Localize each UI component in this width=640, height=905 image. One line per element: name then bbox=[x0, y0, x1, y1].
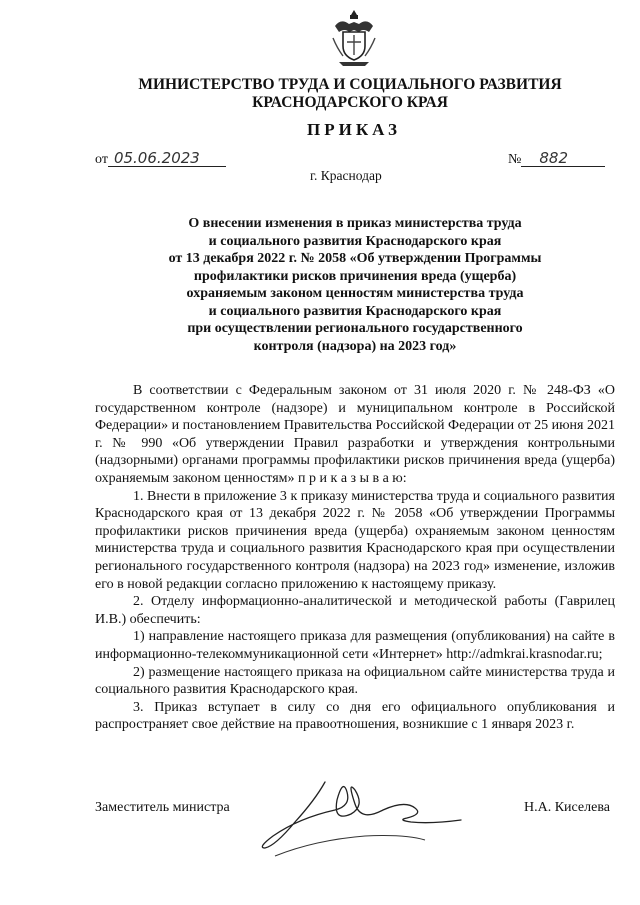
body-paragraph-preamble: В соответствии с Федеральным законом от 31 июля 2020 г. № 248-ФЗ «О государственном контроле (надзоре) и муниципальном контроле в Российской Федерации» и постановлением Правительства Российской Федерации от 25 июня 2021 г. № 990 «Об утверждении Правил разработки и утверждения контрольными (надзорными) органами программы профилактики рисков причинения вреда (ущерба) охраняемым законом ценностям» п р и к а з ы в а ю: bbox=[95, 383, 615, 486]
body-paragraph-item-2: 2. Отделу информационно-аналитической и методической работы (Гаврилец И.В.) обеспечить: bbox=[95, 594, 615, 627]
signer-role: Заместитель министра bbox=[95, 800, 230, 815]
date-value: 05.06.2023 bbox=[108, 150, 226, 167]
number-prefix: № bbox=[508, 152, 522, 167]
title-line: при осуществлении регионального государственного bbox=[187, 321, 523, 336]
date-prefix: от bbox=[95, 152, 108, 167]
number-value: 882 bbox=[521, 150, 605, 167]
body-paragraph-item-2-2: 2) размещение настоящего приказа на официальном сайте министерства труда и социального развития Краснодарского края. bbox=[95, 664, 615, 698]
signer-name: Н.А. Киселева bbox=[524, 800, 610, 815]
number-field bbox=[508, 150, 618, 168]
ministry-name bbox=[60, 76, 640, 112]
title-line: и социального развития Краснодарского края bbox=[208, 233, 502, 249]
city-label: г. Краснодар bbox=[310, 168, 382, 183]
document-body bbox=[95, 382, 615, 734]
title-line: охраняемым законом ценностям министерства труда bbox=[186, 286, 524, 301]
body-paragraph-item-2-1: 1) направление настоящего приказа для размещения (опубликования) на сайте в информационно-телекоммуникационной сети «Интернет» http://admkrai.krasnodar.ru; bbox=[95, 629, 615, 662]
coat-of-arms-emblem bbox=[331, 8, 377, 68]
body-paragraph-item-1: 1. Внести в приложение 3 к приказу министерства труда и социального развития Краснодарского края от 13 декабря 2022 г. № 2058 «Об утверждении Программы профилактики рисков причинения вреда (ущерба) охраняемым законом ценностям министерства труда и социального развития Краснодарского края при осуществлении регионального государственного контроля (надзора) на 2023 год» изменение, изложив его в новой редакции согласно приложению к настоящему приказу. bbox=[95, 488, 615, 592]
handwritten-signature bbox=[255, 770, 475, 860]
title-line: от 13 декабря 2022 г. № 2058 «Об утверждении Программы bbox=[168, 251, 542, 266]
title-line: О внесении изменения в приказ министерства труда bbox=[188, 216, 522, 231]
doc-type-heading: ПРИКАЗ bbox=[307, 120, 401, 139]
title-line: и социального развития Краснодарского края bbox=[208, 303, 502, 319]
ministry-line-2: КРАСНОДАРСКОГО КРАЯ bbox=[252, 94, 448, 111]
date-field bbox=[95, 150, 235, 168]
document-title bbox=[120, 215, 590, 355]
title-line: профилактики рисков причинения вреда (ущерба) bbox=[193, 268, 517, 284]
title-line: контроля (надзора) на 2023 год» bbox=[253, 338, 457, 354]
ministry-line-1: МИНИСТЕРСТВО ТРУДА И СОЦИАЛЬНОГО РАЗВИТИЯ bbox=[138, 76, 562, 93]
body-paragraph-item-3: 3. Приказ вступает в силу со дня его официального опубликования и распространяет свое действие на правоотношения, возникшие с 1 января 2023 г. bbox=[95, 699, 615, 733]
